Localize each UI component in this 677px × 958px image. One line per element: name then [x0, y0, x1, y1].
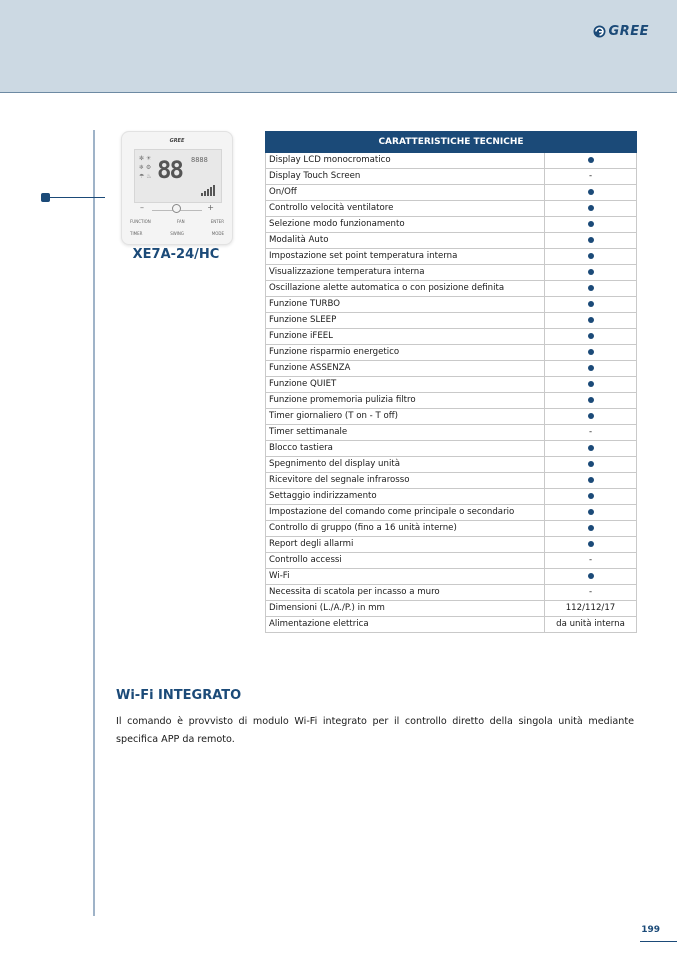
device-key-label: ENTER: [210, 219, 224, 224]
bullet-icon: [588, 349, 594, 355]
spec-label: Dimensioni (L./A./P.) in mm: [266, 601, 545, 617]
device-keys-row-2: [130, 231, 224, 236]
spec-value: [545, 361, 637, 377]
spec-label: Funzione iFEEL: [266, 329, 545, 345]
page-number-rule: [640, 941, 677, 942]
spec-value: [545, 489, 637, 505]
device-control-bar: [134, 203, 220, 214]
spec-value: [545, 569, 637, 585]
spec-value: [545, 537, 637, 553]
section-marker-line: [50, 197, 105, 198]
lcd-mode-icons: ✻ ☀ ❄ ⚙ ☂ ♨: [139, 155, 152, 180]
spec-label: Impostazione del comando come principale o secondario: [266, 505, 545, 521]
spec-value: [545, 265, 637, 281]
spec-label: On/Off: [266, 185, 545, 201]
spec-label: Controllo velocità ventilatore: [266, 201, 545, 217]
bullet-icon: [588, 189, 594, 195]
table-row: [266, 377, 637, 393]
bullet-icon: [588, 381, 594, 387]
spec-value: [545, 377, 637, 393]
table-row: [266, 233, 637, 249]
section-body-text: Il comando è provvisto di modulo Wi-Fi integrato per il controllo diretto della singola unità mediante specifica APP da remoto.: [116, 716, 634, 745]
page-number: 199: [641, 925, 660, 935]
spec-label: Selezione modo funzionamento: [266, 217, 545, 233]
table-row: [266, 329, 637, 345]
spec-value: [545, 505, 637, 521]
table-row: [266, 169, 637, 185]
spec-label: Report degli allarmi: [266, 537, 545, 553]
table-row: [266, 441, 637, 457]
spec-value: -: [545, 585, 637, 601]
spec-label: Wi-Fi: [266, 569, 545, 585]
spec-label: Timer giornaliero (T on - T off): [266, 409, 545, 425]
bullet-icon: [588, 397, 594, 403]
bullet-icon: [588, 365, 594, 371]
bullet-icon: [588, 413, 594, 419]
device-lcd: [134, 149, 222, 203]
spec-label: Oscillazione alette automatica o con posizione definita: [266, 281, 545, 297]
spec-label: Timer settimanale: [266, 425, 545, 441]
specs-table-body: [266, 153, 637, 633]
spec-label: Blocco tastiera: [266, 441, 545, 457]
bullet-icon: [588, 221, 594, 227]
table-row: [266, 345, 637, 361]
spec-value: [545, 185, 637, 201]
table-row: [266, 201, 637, 217]
lcd-digits: 88: [157, 156, 182, 184]
bullet-icon: [588, 477, 594, 483]
bullet-icon: [588, 525, 594, 531]
spec-value: [545, 521, 637, 537]
model-name: XE7A-24/HC: [132, 247, 220, 262]
table-row: [266, 521, 637, 537]
left-vertical-rule: [93, 130, 95, 916]
table-row: [266, 457, 637, 473]
table-row: [266, 281, 637, 297]
bullet-icon: [588, 461, 594, 467]
spec-value: [545, 473, 637, 489]
spec-value: [545, 457, 637, 473]
table-row: [266, 505, 637, 521]
table-row: [266, 249, 637, 265]
gree-logo: [593, 24, 649, 39]
spec-value: [545, 313, 637, 329]
spec-label: Visualizzazione temperatura interna: [266, 265, 545, 281]
bullet-icon: [588, 541, 594, 547]
spec-label: Spegnimento del display unità: [266, 457, 545, 473]
spec-label: Funzione ASSENZA: [266, 361, 545, 377]
table-row: [266, 489, 637, 505]
spec-value: 112/112/17: [545, 601, 637, 617]
table-row: [266, 217, 637, 233]
bullet-icon: [588, 301, 594, 307]
spec-label: Impostazione set point temperatura interna: [266, 249, 545, 265]
device-key-label: SWING: [170, 231, 184, 236]
table-row: [266, 569, 637, 585]
minus-icon: –: [140, 203, 144, 212]
spec-label: Controllo di gruppo (fino a 16 unità interne): [266, 521, 545, 537]
spec-value: [545, 281, 637, 297]
bullet-icon: [588, 205, 594, 211]
section-title: Wi-Fi INTEGRATO: [116, 688, 242, 703]
spec-label: Funzione risparmio energetico: [266, 345, 545, 361]
table-row: [266, 297, 637, 313]
spec-label: Settaggio indirizzamento: [266, 489, 545, 505]
plus-icon: +: [207, 203, 214, 212]
bullet-icon: [588, 285, 594, 291]
device-keys-row-1: [130, 219, 224, 224]
bullet-icon: [588, 269, 594, 275]
spec-value: -: [545, 169, 637, 185]
spec-value: [545, 153, 637, 169]
gree-logo-icon: [593, 25, 606, 38]
spec-value: [545, 441, 637, 457]
device-key-label: MODE: [211, 231, 224, 236]
spec-value: da unità interna: [545, 617, 637, 633]
table-row: [266, 409, 637, 425]
spec-value: [545, 249, 637, 265]
spec-value: [545, 297, 637, 313]
spec-label: Controllo accessi: [266, 553, 545, 569]
table-row: [266, 537, 637, 553]
power-icon: [172, 204, 181, 213]
spec-label: Ricevitore del segnale infrarosso: [266, 473, 545, 489]
table-row: [266, 553, 637, 569]
spec-label: Display LCD monocromatico: [266, 153, 545, 169]
bullet-icon: [588, 333, 594, 339]
table-row: [266, 585, 637, 601]
device-key-label: FUNCTION: [130, 219, 151, 224]
spec-label: Modalità Auto: [266, 233, 545, 249]
table-row: [266, 153, 637, 169]
table-row: [266, 265, 637, 281]
fan-speed-bars-icon: [201, 185, 215, 196]
bullet-icon: [588, 445, 594, 451]
spec-value: [545, 409, 637, 425]
table-row: [266, 185, 637, 201]
spec-value: [545, 345, 637, 361]
spec-label: Funzione TURBO: [266, 297, 545, 313]
table-row: [266, 617, 637, 633]
spec-label: Funzione QUIET: [266, 377, 545, 393]
spec-label: Display Touch Screen: [266, 169, 545, 185]
bullet-icon: [588, 493, 594, 499]
bullet-icon: [588, 317, 594, 323]
table-row: [266, 313, 637, 329]
bullet-icon: [588, 253, 594, 259]
spec-label: Funzione promemoria pulizia filtro: [266, 393, 545, 409]
spec-label: Necessita di scatola per incasso a muro: [266, 585, 545, 601]
spec-value: -: [545, 425, 637, 441]
lcd-small-digits: 8888: [191, 156, 208, 164]
specs-table: [265, 131, 637, 633]
bullet-icon: [588, 157, 594, 163]
spec-label: Alimentazione elettrica: [266, 617, 545, 633]
specs-table-header: CARATTERISTICHE TECNICHE: [266, 132, 637, 153]
spec-label: Funzione SLEEP: [266, 313, 545, 329]
device-key-label: FAN: [176, 219, 185, 224]
table-row: [266, 473, 637, 489]
spec-value: [545, 329, 637, 345]
bullet-icon: [588, 237, 594, 243]
spec-value: -: [545, 553, 637, 569]
page-header: [0, 0, 677, 93]
spec-value: [545, 217, 637, 233]
table-row: [266, 361, 637, 377]
table-row: [266, 393, 637, 409]
table-row: [266, 425, 637, 441]
section-marker: [41, 193, 50, 202]
bullet-icon: [588, 509, 594, 515]
table-row: [266, 601, 637, 617]
device-brand-label: GREE: [169, 138, 185, 144]
device-key-label: TIMER: [130, 231, 143, 236]
controller-image: [121, 131, 233, 245]
spec-value: [545, 201, 637, 217]
spec-value: [545, 393, 637, 409]
logo-text: GREE: [608, 24, 649, 39]
bullet-icon: [588, 573, 594, 579]
spec-value: [545, 233, 637, 249]
